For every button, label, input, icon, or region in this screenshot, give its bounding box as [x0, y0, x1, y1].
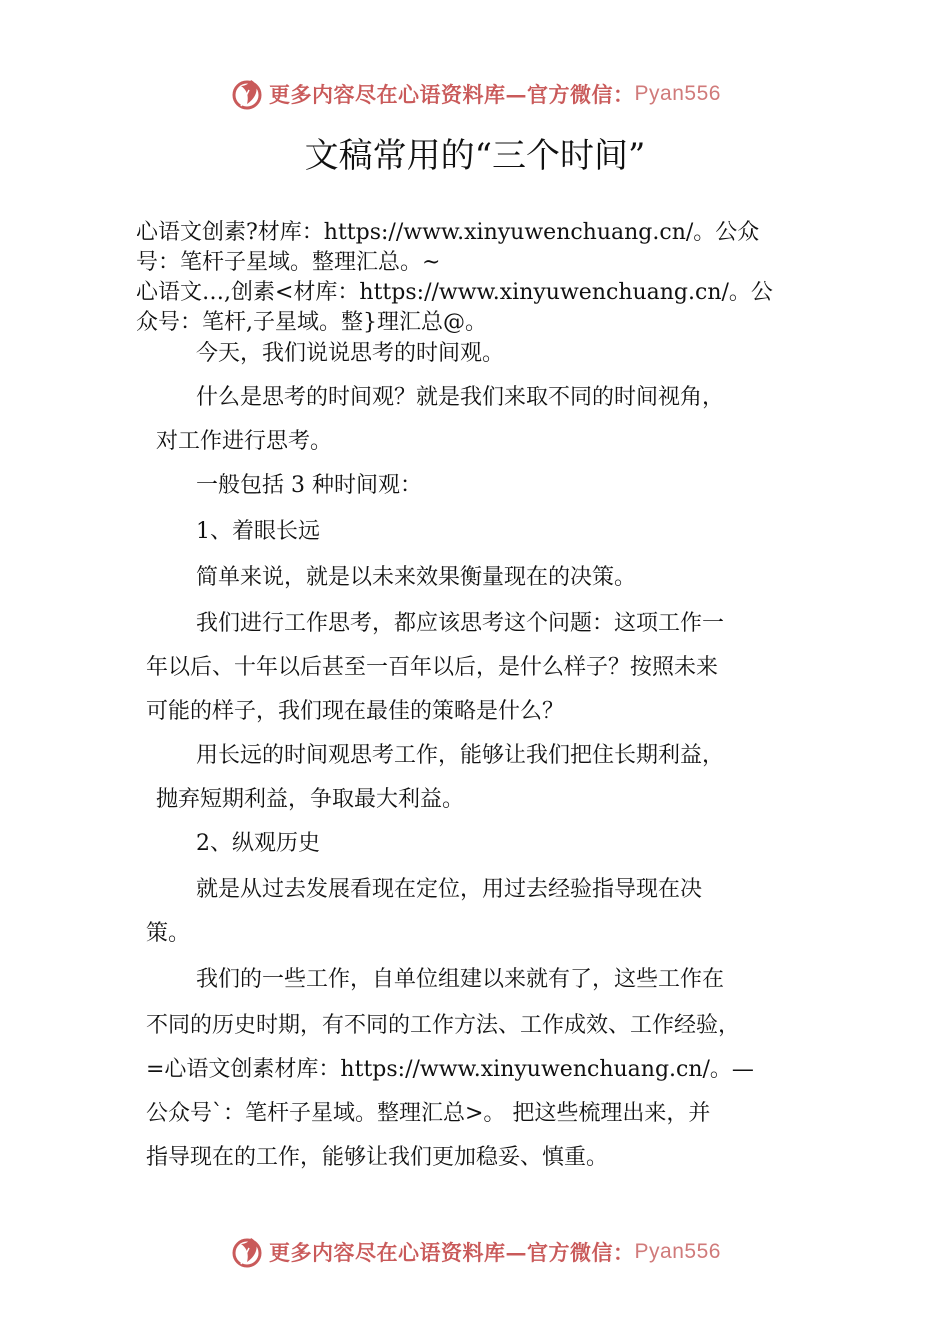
paragraph-line: 用长远的时间观思考工作，能够让我们把住长期利益，	[196, 743, 725, 768]
paragraph-line: 抛弃短期利益，争取最大利益。	[156, 787, 465, 812]
watermark-line: 心语文创素?材库：https://www.xinyuwenchuang.cn/。公众	[136, 220, 760, 245]
paragraph-line: 就是从过去发展看现在定位，用过去经验指导现在决	[196, 877, 703, 902]
paragraph-line: 公众号`：笔杆子星域。整理汇总>。 把这些梳理出来，并	[146, 1101, 711, 1126]
watermark-line: 众号：笔杆,子星域。整}理汇总@。	[136, 310, 487, 335]
banner-text: 更多内容尽在心语资料库—官方微信：	[269, 82, 635, 107]
footer-banner	[0, 1232, 950, 1272]
paragraph-line: 不同的历史时期，有不同的工作方法、工作成效、工作经验，	[146, 1013, 741, 1038]
paragraph-line: 简单来说，就是以未来效果衡量现在的决策。	[196, 565, 637, 590]
banner-text: 更多内容尽在心语资料库—官方微信：	[269, 1240, 635, 1265]
banner-wechat-id: Pyan556	[634, 82, 721, 105]
paragraph-line: 可能的样子，我们现在最佳的策略是什么？	[146, 699, 565, 724]
header-banner	[0, 74, 950, 114]
paragraph-line: 今天，我们说说思考的时间观。	[196, 341, 505, 366]
section-heading: 2、纵观历史	[196, 831, 320, 856]
watermark-line: 心语文…,创素<材库：https://www.xinyuwenchuang.cn/。公	[136, 280, 773, 305]
watermark-line: =心语文创素材库：https://www.xinyuwenchuang.cn/。—	[146, 1057, 754, 1082]
paragraph-line: 我们的一些工作，自单位组建以来就有了，这些工作在	[196, 967, 725, 992]
banner-wechat-id: Pyan556	[634, 1240, 721, 1263]
paragraph-line: 我们进行工作思考，都应该思考这个问题：这项工作一	[196, 611, 725, 636]
paragraph-line: 一般包括 3 种时间观：	[196, 473, 422, 498]
quill-logo-icon	[229, 1234, 265, 1270]
page-title: 文稿常用的“三个时间”	[304, 136, 646, 176]
paragraph-line: 年以后、十年以后甚至一百年以后，是什么样子？按照未来	[146, 655, 719, 680]
watermark-line: 号：笔杆子星域。整理汇总。~	[136, 250, 441, 275]
section-heading: 1、着眼长远	[196, 519, 320, 544]
paragraph-line: 策。	[146, 921, 191, 946]
paragraph-line: 指导现在的工作，能够让我们更加稳妥、慎重。	[146, 1145, 609, 1170]
paragraph-line: 对工作进行思考。	[156, 429, 333, 454]
quill-logo-icon	[229, 76, 265, 112]
paragraph-line: 什么是思考的时间观？就是我们来取不同的时间视角，	[196, 385, 725, 410]
